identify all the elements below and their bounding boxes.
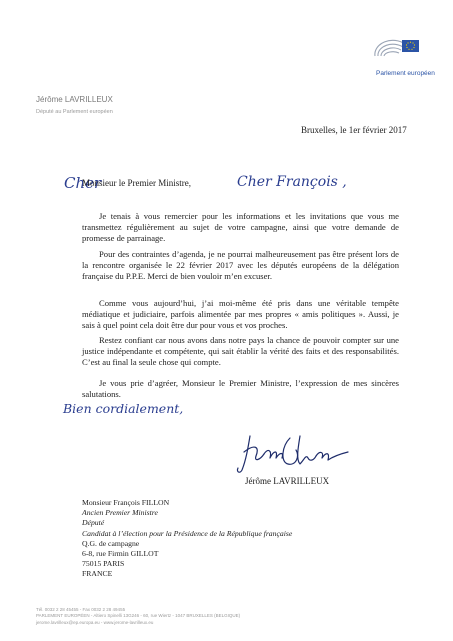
letter-date: Bruxelles, le 1er février 2017 — [301, 125, 407, 135]
footer-line: PARLEMENT EUROPÉEN - Altiero Spinelli 13G246 - 60, rue Wiertz - 1047 BRUXELLES (BELGIQUE) — [36, 613, 241, 619]
handwritten-closing: Bien cordialement, — [63, 401, 184, 416]
recipient-title: Député — [82, 518, 105, 528]
sender-name: Jérôme LAVRILLEUX — [36, 95, 113, 104]
footer — [36, 607, 240, 626]
address-line: FRANCE — [82, 569, 113, 579]
salutation: Monsieur le Premier Ministre, — [82, 178, 191, 188]
recipient-title: Ancien Premier Ministre — [82, 508, 158, 518]
paragraph-3: Comme vous aujourd’hui, j’ai moi-même été pris dans une véritable tempête médiatique et judiciaire, parfois alimentée par mes propres « amis politiques ». Aussi, je sais à quel point cela doit être dur pour vous et vos proches. — [82, 298, 399, 330]
handwritten-salutation-name: Cher François , — [237, 174, 347, 190]
recipient-name: Monsieur François FILLON — [82, 498, 170, 507]
parliament-logo-icon — [372, 36, 420, 62]
footer-line: jerome.lavrilleux@ep.europa.eu - www.jerome-lavrilleux.eu — [36, 619, 154, 625]
recipient-address — [82, 498, 292, 580]
footer-line: Tél. 0032 2 28 45455 - Fax 0032 2 28 49455 — [36, 607, 126, 612]
paragraph-5: Je vous prie d’agréer, Monsieur le Premier Ministre, l’expression de mes sincères salutations. — [82, 378, 399, 399]
handwritten-salutation-prefix: Cher — [64, 174, 102, 192]
address-line: Q.G. de campagne — [82, 538, 140, 548]
paragraph-2: Pour des contraintes d’agenda, je ne pourrai malheureusement pas être présent lors de la rencontre organisée le 22 février 2017 avec les députés européens de la délégation française du P.P.E. Merci de bien vouloir m’en excuser. — [82, 249, 399, 281]
signer-name: Jérôme LAVRILLEUX — [245, 476, 330, 486]
paragraph-1: Je tenais à vous remercier pour les informations et les invitations que vous me transmettez régulièrement au sujet de votre campagne, ainsi que votre demande de promesse de parrainage. — [82, 211, 399, 243]
address-line: 6-8, rue Firmin GILLOT — [82, 549, 159, 559]
logo-text: Parlement européen — [376, 70, 435, 77]
recipient-title: Candidat à l’élection pour la Présidence de la République française — [82, 528, 293, 538]
address-line: 75015 PARIS — [82, 559, 125, 569]
paragraph-4: Restez confiant car nous avons dans notre pays la chance de pouvoir compter sur une justice indépendante et compétente, qui sait établir la vérité des faits et des responsabilités. C’est au final la seule chose qui compte. — [82, 335, 399, 367]
sender-role: Député au Parlement européen — [36, 109, 113, 115]
handwritten-signature — [230, 430, 360, 474]
